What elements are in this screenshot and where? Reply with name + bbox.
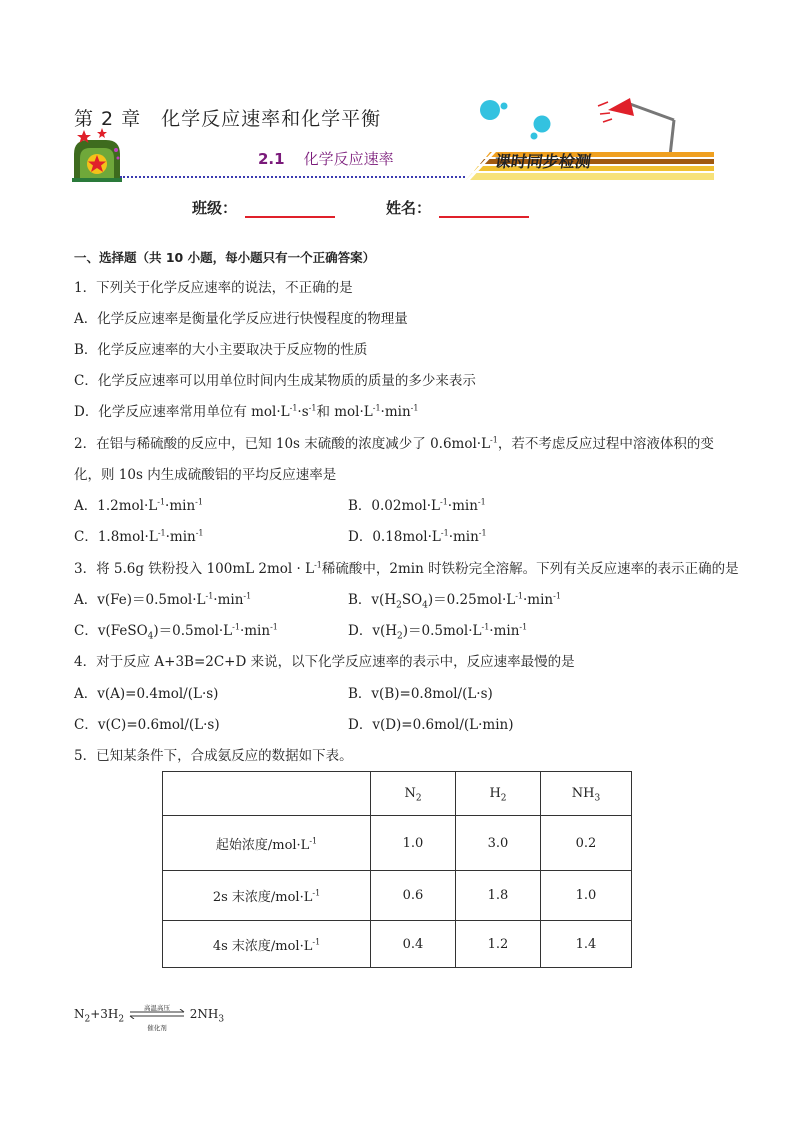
unit: ·min	[213, 592, 244, 608]
sub: 2	[397, 631, 403, 642]
sub: 3	[218, 1014, 225, 1025]
sub: 4	[147, 631, 154, 642]
header-dotted-rule	[120, 176, 465, 178]
q5-stem: 5．已知某条件下，合成氨反应的数据如下表。	[74, 748, 353, 764]
header-graphic-left	[72, 128, 124, 182]
q2-b-text: B．0.02mol·L	[348, 498, 440, 514]
q1-d-text: ·s	[297, 404, 309, 420]
table-header-cell	[456, 772, 541, 816]
row-label	[163, 816, 371, 871]
sup: -1	[478, 528, 487, 538]
table-cell: 0.6	[371, 871, 456, 921]
sub: 2	[396, 600, 402, 611]
sub: 2	[415, 793, 422, 804]
q2-stem-line1	[74, 435, 714, 453]
sub: 2	[118, 1014, 125, 1025]
name-label: 姓名：	[386, 199, 432, 217]
q2-d-text: D．0.18mol·L	[348, 529, 441, 545]
q3-a-text: A．v(Fe)＝0.5mol·L	[74, 592, 206, 608]
sup: -1	[519, 622, 528, 632]
table-cell: 1.8	[456, 871, 541, 921]
sup: -1	[515, 591, 524, 601]
q4-option-d: D．v(D)=0.6mol/(L·min)	[348, 717, 514, 733]
sub: 2	[500, 793, 507, 804]
q3-b-text: SO	[401, 592, 423, 608]
unit: ·min	[239, 623, 271, 639]
unit: ·min	[448, 529, 479, 545]
sup: -1	[205, 591, 214, 601]
q1-stem: 1．下列关于化学反应速率的说法，不正确的是	[74, 280, 353, 296]
q3-option-a	[74, 591, 251, 609]
unit: ·min	[165, 529, 196, 545]
q5-data-table	[162, 771, 632, 968]
row-label	[163, 921, 371, 968]
sup: -1	[439, 497, 448, 507]
class-blank[interactable]	[245, 202, 335, 218]
sup: -1	[553, 591, 561, 601]
q3-b-text: B．v(H	[348, 592, 397, 608]
sub: 4	[422, 600, 428, 611]
unit: ·min	[165, 498, 196, 514]
q3-d-text: )＝0.5mol·L	[402, 623, 482, 639]
q4-option-a: A．v(A)=0.4mol/(L·s)	[74, 686, 219, 702]
q3-text: 3．将 5.6g 铁粉投入 100mL 2mol · L	[74, 561, 315, 577]
q3-option-d	[348, 622, 527, 640]
section-title	[258, 148, 394, 169]
q1-d-text: D．化学反应速率常用单位有 mol·L	[74, 404, 290, 420]
sup: -1	[232, 622, 240, 632]
label-text: 起始浓度/mol·L	[215, 837, 310, 853]
sup: -1	[372, 403, 381, 413]
sup: -1	[312, 937, 321, 947]
chapter-title: 第 2 章 化学反应速率和化学平衡	[74, 108, 382, 130]
table-row	[163, 871, 632, 921]
q4-option-c: C．v(C)=0.6mol/(L·s)	[74, 717, 220, 733]
sub: 2	[84, 1014, 91, 1025]
class-field	[192, 197, 335, 218]
label-text: 4s 末浓度/mol·L	[212, 938, 313, 954]
sup: -1	[243, 591, 252, 601]
sup: -1	[410, 403, 419, 413]
table-cell: 3.0	[456, 816, 541, 871]
equilibrium-arrows-icon	[128, 1009, 186, 1019]
header-base-bar	[72, 178, 122, 182]
q3-b-text: )＝0.25mol·L	[427, 592, 516, 608]
q2-a-text: A．1.2mol·L	[74, 498, 158, 514]
sup: -1	[490, 435, 498, 445]
section-heading: 一、选择题（共 10 小题，每小题只有一个正确答案）	[74, 250, 376, 265]
sup: -1	[289, 403, 298, 413]
section-name: 化学反应速率	[303, 150, 394, 168]
table-cell: 1.2	[456, 921, 541, 968]
sup: -1	[195, 497, 203, 507]
q3-option-c	[74, 622, 278, 640]
table-cell: 0.2	[541, 816, 632, 871]
lamp-graphic	[470, 96, 710, 156]
q4-stem: 4．对于反应 A+3B=2C+D 来说，以下化学反应速率的表示中，反应速率最慢的是	[74, 654, 575, 670]
q3-d-text: D．v(H	[348, 623, 397, 639]
q2-option-c	[74, 528, 204, 546]
table-header-cell	[371, 772, 456, 816]
q1-option-d	[74, 403, 418, 421]
q2-stem-line2: 化，则 10s 内生成硫酸铝的平均反应速率是	[74, 467, 337, 483]
table-header-row	[163, 772, 632, 816]
header-text: NH	[571, 786, 595, 801]
class-label: 班级：	[192, 199, 238, 217]
q3-option-b	[348, 591, 561, 609]
sup: -1	[312, 888, 321, 898]
unit: ·min	[523, 592, 554, 608]
q2-text: 2．在铝与稀硫酸的反应中，已知 10s 末硫酸的浓度减少了 0.6mol·L	[74, 436, 491, 452]
eq-text: N	[74, 1007, 85, 1021]
sup: -1	[477, 497, 486, 507]
sup: -1	[308, 403, 317, 413]
section-number: 2.1	[258, 150, 285, 168]
table-cell: 1.0	[541, 871, 632, 921]
q1-d-text: 和 mol·L	[316, 404, 373, 420]
synthesis-equation	[74, 1003, 225, 1032]
sub: 3	[594, 793, 601, 804]
sup: -1	[481, 622, 490, 632]
q3-stem	[74, 560, 739, 578]
q2-option-a	[74, 497, 203, 515]
sup: -1	[314, 560, 322, 570]
unit: ·min	[447, 498, 478, 514]
badge-label: 课时同步检测	[493, 152, 593, 171]
q1-d-text: ·min	[380, 404, 411, 420]
reversible-arrow-icon	[128, 1003, 186, 1032]
table-header-cell	[541, 772, 632, 816]
sup: -1	[157, 528, 166, 538]
q1-option-a: A．化学反应速率是衡量化学反应进行快慢程度的物理量	[74, 311, 408, 327]
table-cell: 0.4	[371, 921, 456, 968]
sup: -1	[270, 622, 278, 632]
table-row	[163, 816, 632, 871]
q1-option-b: B．化学反应速率的大小主要取决于反应物的性质	[74, 342, 368, 358]
name-blank[interactable]	[439, 202, 529, 218]
table-row	[163, 921, 632, 968]
unit: ·min	[489, 623, 520, 639]
q3-text: 稀硫酸中，2min 时铁粉完全溶解。下列有关反应速率的表示正确的是	[321, 561, 739, 577]
q2-option-d	[348, 528, 487, 546]
q2-text: ，若不考虑反应过程中溶液体积的变	[497, 436, 714, 452]
sup: -1	[195, 528, 204, 538]
eq-text: 2NH	[189, 1007, 219, 1021]
sup: -1	[157, 497, 166, 507]
header-text: N	[404, 786, 416, 801]
q3-c-text: C．v(FeSO	[74, 623, 148, 639]
q2-option-b	[348, 497, 486, 515]
name-field	[386, 197, 529, 218]
header-text: H	[489, 786, 501, 801]
table-header-cell	[163, 772, 371, 816]
row-label	[163, 871, 371, 921]
label-text: 2s 末浓度/mol·L	[212, 890, 313, 905]
sup: -1	[309, 836, 318, 846]
table-cell: 1.0	[371, 816, 456, 871]
eq-text: +3H	[90, 1007, 119, 1021]
eq-condition-top: 高温高压	[143, 1003, 170, 1012]
table-cell: 1.4	[541, 921, 632, 968]
q3-c-text: )＝0.5mol·L	[153, 623, 233, 639]
q1-option-c: C．化学反应速率可以用单位时间内生成某物质的质量的多少来表示	[74, 373, 476, 389]
q2-c-text: C．1.8mol·L	[74, 529, 158, 545]
sup: -1	[440, 528, 449, 538]
q4-option-b: B．v(B)=0.8mol/(L·s)	[348, 686, 493, 702]
eq-condition-bottom: 催化剂	[147, 1023, 167, 1032]
